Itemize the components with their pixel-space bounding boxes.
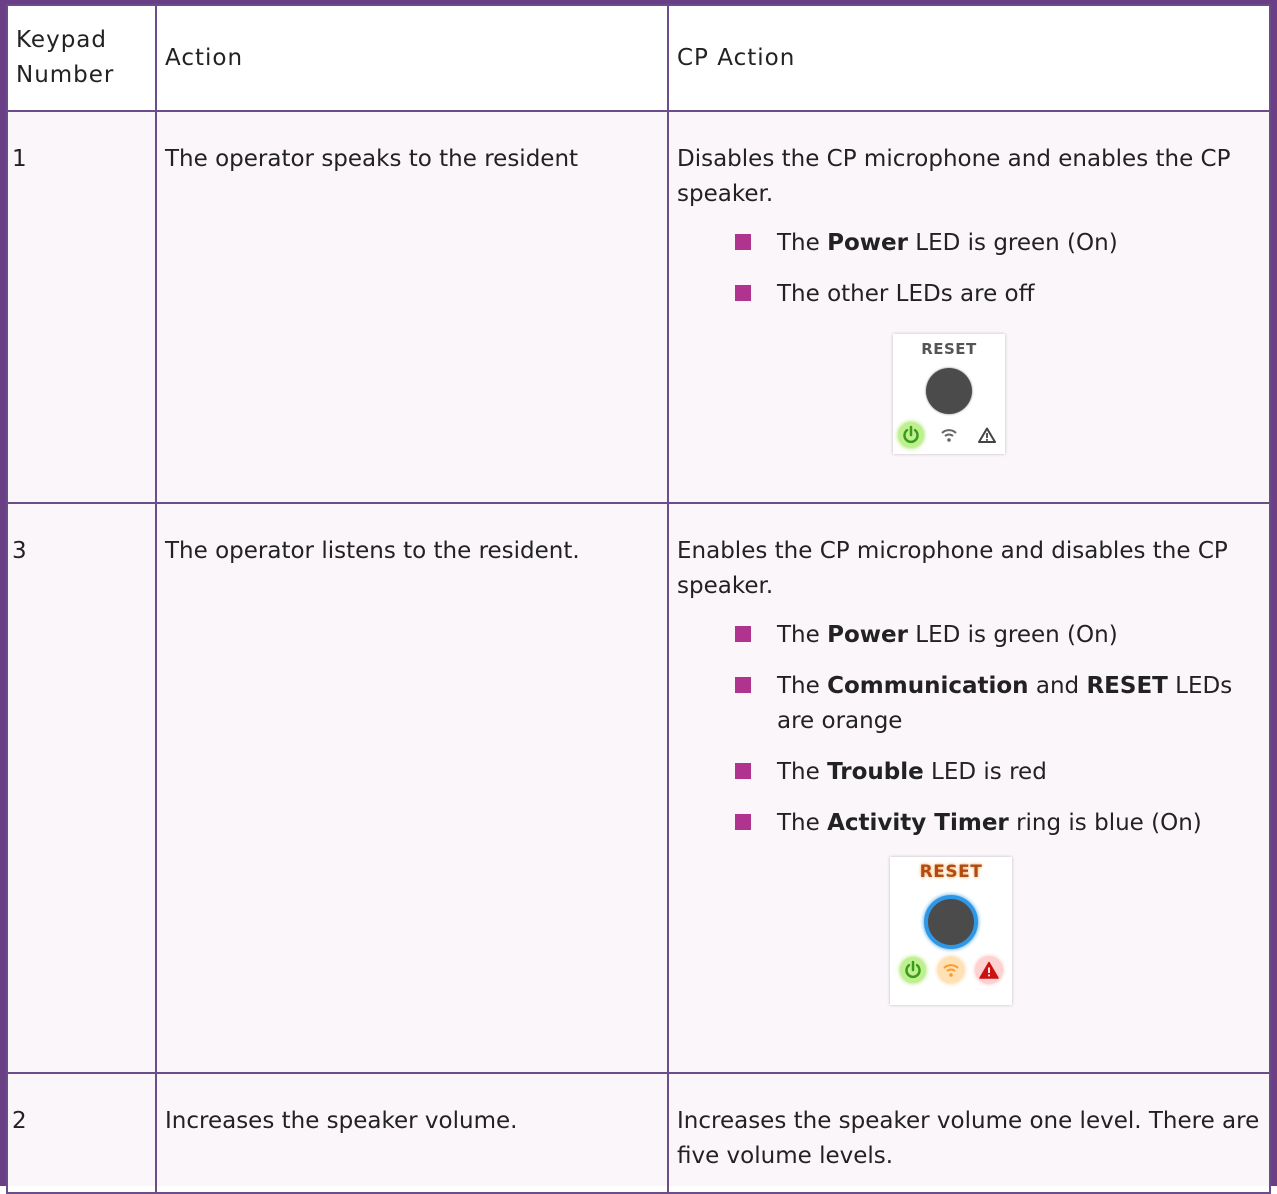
control-panel-image [890,857,1012,1005]
power-icon [898,422,924,448]
action-cell: Increases the speaker volume. [156,1073,668,1193]
action-cell: The operator speaks to the resident [156,111,668,503]
reset-button-knob [926,368,972,414]
cp-action-text: Enables the CP microphone and disables the CP speaker. [677,538,1228,599]
keypad-table [6,4,1271,1194]
keypad-number-cell: 1 [7,111,156,503]
reset-label: RESET [921,340,977,358]
header-keypad-number: Keypad Number [7,5,156,111]
power-icon [900,957,926,983]
led-status-list [677,618,1261,841]
warning-icon [976,957,1002,983]
table-row [7,503,1270,1073]
cp-action-text: Disables the CP microphone and enables the CP speaker. [677,146,1231,207]
list-item: The other LEDs are off [777,277,1261,312]
cp-action-cell [668,503,1270,1073]
header-cp-action: CP Action [668,5,1270,111]
list-item: The Activity Timer ring is blue (On) [777,806,1261,841]
led-status-list [677,226,1261,312]
list-item: The Power LED is green (On) [777,618,1261,653]
list-item: The Communication and RESET LEDs are orange [777,669,1261,739]
keypad-number-cell: 3 [7,503,156,1073]
table-row [7,111,1270,503]
list-item: The Power LED is green (On) [777,226,1261,261]
cp-action-cell [668,111,1270,503]
wifi-icon [936,422,962,448]
table-row [7,1073,1270,1193]
activity-timer-ring [924,895,978,949]
header-action: Action [156,5,668,111]
cp-action-cell: Increases the speaker volume one level. There are five volume levels. [668,1073,1270,1193]
reset-label: RESET [919,862,983,882]
warning-icon [974,422,1000,448]
control-panel-image [893,334,1005,454]
keypad-number-cell: 2 [7,1073,156,1193]
action-cell: The operator listens to the resident. [156,503,668,1073]
list-item: The Trouble LED is red [777,755,1261,790]
table-header-row [7,5,1270,111]
wifi-icon [938,957,964,983]
